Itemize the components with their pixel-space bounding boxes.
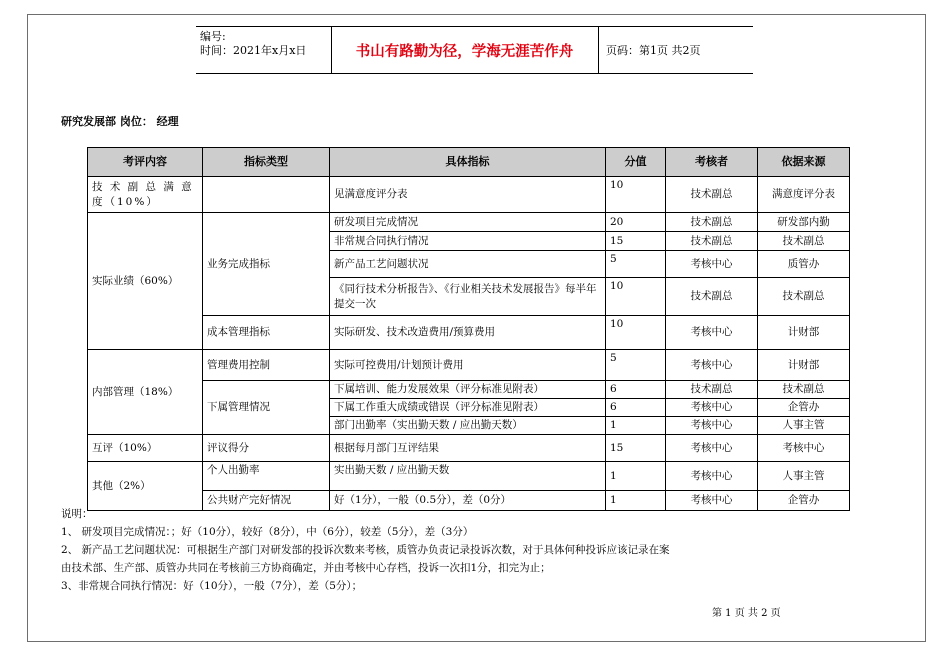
score-cell: 5	[606, 251, 666, 278]
source-cell: 研发部内勤	[758, 213, 850, 232]
indicator-cell: 根据每月部门互评结果	[330, 435, 606, 462]
indicator-cell: 新产品工艺问题状况	[330, 251, 606, 278]
table-row	[88, 177, 850, 213]
assessor-cell: 技术副总	[666, 278, 758, 316]
notes	[61, 505, 670, 595]
number-label: 编号:	[200, 30, 226, 43]
header-info	[196, 27, 332, 73]
score-cell: 6	[606, 381, 666, 399]
type-cell: 下属管理情况	[203, 381, 330, 435]
header-cell: 考评内容	[88, 148, 203, 177]
page-header	[196, 26, 753, 74]
time-label: 时间：2021年x月x日	[200, 44, 307, 57]
table-row	[88, 350, 850, 381]
kpi-table	[87, 147, 850, 511]
indicator-cell: 下属工作重大成绩或错误（评分标准见附表）	[330, 399, 606, 417]
indicator-cell: 非常规合同执行情况	[330, 232, 606, 251]
assessor-cell: 考核中心	[666, 435, 758, 462]
type-cell: 管理费用控制	[203, 350, 330, 381]
assessor-cell: 技术副总	[666, 381, 758, 399]
score-cell: 15	[606, 232, 666, 251]
content-cell: 内部管理（18%）	[88, 350, 203, 435]
score-cell: 10	[606, 177, 666, 213]
score-cell: 20	[606, 213, 666, 232]
table-header-row	[88, 148, 850, 177]
score-cell: 1	[606, 417, 666, 435]
indicator-cell: 实际可控费用/计划预计费用	[330, 350, 606, 381]
score-cell: 5	[606, 350, 666, 381]
score-cell: 10	[606, 278, 666, 316]
score-cell: 10	[606, 316, 666, 350]
source-cell: 质管办	[758, 251, 850, 278]
source-cell: 人事主管	[758, 417, 850, 435]
header-cell: 分值	[606, 148, 666, 177]
dept-line: 研究发展部 岗位： 经理	[61, 115, 179, 128]
source-cell: 人事主管	[758, 462, 850, 491]
score-cell: 1	[606, 491, 666, 511]
header-motto: 书山有路勤为径，学海无涯苦作舟	[331, 27, 599, 73]
indicator-cell: 部门出勤率（实出勤天数 / 应出勤天数）	[330, 417, 606, 435]
source-cell: 企管办	[758, 399, 850, 417]
header-cell: 具体指标	[330, 148, 606, 177]
note-line: 1、 研发项目完成情况：；好（10分），较好（8分），中（6分），较差（5分），差（3分）	[61, 526, 474, 538]
header-page-info: 页码：第1页 共2页	[606, 44, 701, 57]
type-cell	[203, 177, 330, 213]
header-cell: 考核者	[666, 148, 758, 177]
note-line: 由技术部、生产部、质管办共同在考核前三方协商确定，并由考核中心存档，投诉一次扣1分，扣完为止；	[61, 562, 551, 574]
type-cell: 公共财产完好情况	[203, 491, 330, 511]
source-cell: 满意度评分表	[758, 177, 850, 213]
assessor-cell: 考核中心	[666, 350, 758, 381]
indicator-cell: 见满意度评分表	[330, 177, 606, 213]
score-cell: 1	[606, 462, 666, 491]
content-cell: 技 术 副 总 满 意 度（10%）	[88, 177, 203, 213]
indicator-cell: 实际研发、技术改造费用/预算费用	[330, 316, 606, 350]
score-cell: 6	[606, 399, 666, 417]
content-cell: 实际业绩（60%）	[88, 213, 203, 350]
score-cell: 15	[606, 435, 666, 462]
type-cell: 业务完成指标	[203, 213, 330, 316]
indicator-cell: 实出勤天数 / 应出勤天数	[330, 462, 606, 491]
source-cell: 考核中心	[758, 435, 850, 462]
assessor-cell: 技术副总	[666, 177, 758, 213]
table-row	[88, 316, 850, 350]
assessor-cell: 考核中心	[666, 462, 758, 491]
header-cell: 指标类型	[203, 148, 330, 177]
type-cell: 个人出勤率	[203, 462, 330, 491]
assessor-cell: 技术副总	[666, 232, 758, 251]
note-title: 说明：	[61, 508, 93, 520]
source-cell: 技术副总	[758, 381, 850, 399]
source-cell: 技术副总	[758, 232, 850, 251]
type-cell: 成本管理指标	[203, 316, 330, 350]
footer-page-number: 第 1 页 共 2 页	[712, 608, 781, 619]
assessor-cell: 考核中心	[666, 491, 758, 511]
table-row	[88, 462, 850, 491]
note-line: 2、 新产品工艺问题状况：可根据生产部门对研发部的投诉次数来考核，质管办负责记录投诉次数，对于具体何种投诉应该记录在案	[61, 544, 670, 556]
assessor-cell: 考核中心	[666, 399, 758, 417]
source-cell: 计财部	[758, 350, 850, 381]
indicator-cell: 《同行技术分析报告》、《行业相关技术发展报告》每半年提交一次	[330, 278, 606, 316]
assessor-cell: 考核中心	[666, 251, 758, 278]
assessor-cell: 考核中心	[666, 417, 758, 435]
indicator-cell: 下属培训、能力发展效果（评分标准见附表）	[330, 381, 606, 399]
type-cell: 评议得分	[203, 435, 330, 462]
content-cell: 其他（2%）	[88, 462, 203, 511]
table-row	[88, 213, 850, 232]
note-line: 3、非常规合同执行情况：好（10分），一般（7分），差（5分）；	[61, 580, 363, 592]
content-cell: 互评（10%）	[88, 435, 203, 462]
header-cell: 依据来源	[758, 148, 850, 177]
assessor-cell: 技术副总	[666, 213, 758, 232]
indicator-cell: 好（1分），一般（0.5分），差（0分）	[330, 491, 606, 511]
table-row	[88, 381, 850, 399]
table-row	[88, 435, 850, 462]
source-cell: 技术副总	[758, 278, 850, 316]
assessor-cell: 考核中心	[666, 316, 758, 350]
indicator-cell: 研发项目完成情况	[330, 213, 606, 232]
source-cell: 计财部	[758, 316, 850, 350]
source-cell: 企管办	[758, 491, 850, 511]
